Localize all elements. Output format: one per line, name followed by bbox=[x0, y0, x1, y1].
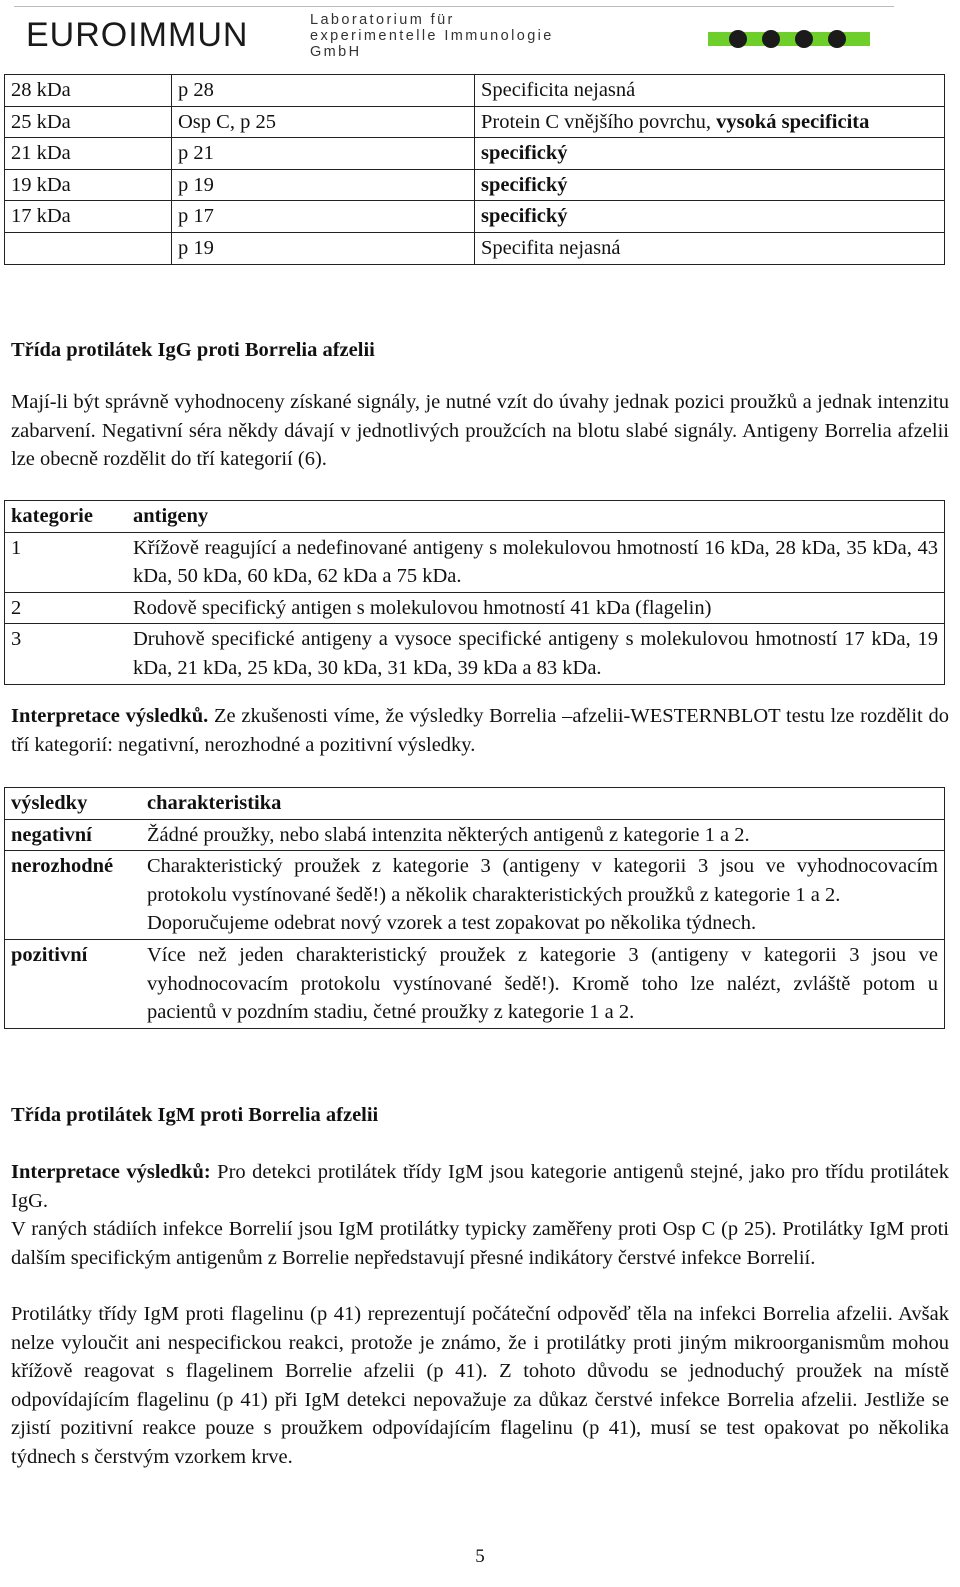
page-header bbox=[0, 0, 960, 70]
kda-cell: 19 kDa bbox=[5, 169, 172, 201]
result-label: negativní bbox=[5, 819, 142, 851]
table-row bbox=[5, 819, 945, 851]
header-rule bbox=[14, 6, 894, 7]
igg-heading: Třída protilátek IgG proti Borrelia afzelii bbox=[11, 339, 375, 361]
specificity-bold: specifický bbox=[481, 205, 568, 228]
category-number: 2 bbox=[5, 592, 128, 624]
igg-paragraph: Mají-li být správně vyhodnoceny získané signály, je nutné vzít do úvahy jednak pozici proužků a jednak intenzitu zabarvení. Negativní séra někdy dávají v jednotlivých proužcích na blotu slabé signály. Antigeny Borrelia afzelii lze obecně rozdělit do tří kategorií (6). bbox=[11, 391, 949, 471]
kda-cell: 17 kDa bbox=[5, 201, 172, 233]
table-row bbox=[5, 106, 945, 138]
table-row bbox=[5, 624, 945, 684]
characteristic-text: Více než jeden charakteristický proužek z kategorie 3 (antigeny v kategorii 3 jsou ve vyhodnocovacím protokolu vystínované šedě!). Kromě toho lze nalézt, zvláště potom u pacientů v pozdním stadiu, četné proužky z kategorie 1 a 2. bbox=[147, 943, 938, 1024]
lab-name bbox=[310, 12, 554, 60]
protein-cell: p 21 bbox=[172, 138, 475, 170]
interp-label: Interpretace výsledků: bbox=[11, 1161, 211, 1183]
igm-paragraph-2: V raných stádiích infekce Borrelií jsou IgM protilátky typicky zaměřeny proti Osp C (p 25). Protilátky IgM proti dalším specifickým antigenům z Borrelie nepředstavují přesné indikátory čerstvé infekce Borrelií. bbox=[11, 1218, 949, 1269]
antigen-table bbox=[4, 74, 945, 265]
kda-cell: 28 kDa bbox=[5, 75, 172, 107]
lab-line-1: Laboratorium für bbox=[310, 12, 455, 28]
specificity-bold: specifický bbox=[481, 142, 568, 165]
header-cell: kategorie bbox=[5, 501, 128, 533]
result-characteristic bbox=[141, 851, 945, 940]
category-number: 3 bbox=[5, 624, 128, 684]
lab-line-2: experimentelle Immunologie bbox=[310, 28, 554, 44]
kda-cell: 25 kDa bbox=[5, 106, 172, 138]
table-row bbox=[5, 201, 945, 233]
table-row bbox=[5, 138, 945, 170]
specificity-cell bbox=[475, 169, 945, 201]
category-antigens: Rodově specifický antigen s molekulovou hmotností 41 kDa (flagelin) bbox=[127, 592, 945, 624]
igg-interpretation bbox=[11, 702, 949, 759]
category-number: 1 bbox=[5, 532, 128, 592]
kda-cell bbox=[5, 232, 172, 264]
result-label: pozitivní bbox=[5, 939, 142, 1028]
table-row bbox=[5, 532, 945, 592]
header-cell: antigeny bbox=[127, 501, 945, 533]
table-row bbox=[5, 75, 945, 107]
category-antigens: Druhově specifické antigeny a vysoce specifické antigeny s molekulovou hmotností 17 kDa, 19 kDa, 21 kDa, 25 kDa, 30 kDa, 31 kDa, 39 kDa a 83 kDa. bbox=[127, 624, 945, 684]
characteristic-text: Žádné proužky, nebo slabá intenzita některých antigenů z kategorie 1 a 2. bbox=[147, 823, 750, 846]
specificity-cell bbox=[475, 232, 945, 264]
results-table bbox=[4, 787, 945, 1029]
company-logo-text: EUROIMMUN bbox=[26, 16, 249, 54]
igm-interpretation bbox=[11, 1158, 949, 1215]
protein-cell: p 28 bbox=[172, 75, 475, 107]
specificity-text: Specificita nejasná bbox=[481, 79, 636, 101]
header-cell: výsledky bbox=[5, 788, 142, 820]
igm-heading: Třída protilátek IgM proti Borrelia afzelii bbox=[11, 1104, 379, 1126]
category-table bbox=[4, 500, 945, 685]
protein-cell: p 19 bbox=[172, 169, 475, 201]
table-row bbox=[5, 592, 945, 624]
specificity-text: Specifita nejasná bbox=[481, 236, 621, 259]
logo-bar-icon bbox=[708, 28, 870, 50]
specificity-bold: specifický bbox=[481, 173, 568, 196]
category-antigens: Křížově reagující a nedefinované antigeny s molekulovou hmotností 16 kDa, 28 kDa, 35 kDa, 43 kDa, 50 kDa, 60 kDa, 62 kDa a 75 kDa. bbox=[127, 532, 945, 592]
header-cell: charakteristika bbox=[141, 788, 945, 820]
kda-cell: 21 kDa bbox=[5, 138, 172, 170]
specificity-cell bbox=[475, 201, 945, 233]
lab-line-3: GmbH bbox=[310, 44, 362, 60]
table-row bbox=[5, 169, 945, 201]
igm-paragraph-3: Protilátky třídy IgM proti flagelinu (p 41) reprezentují počáteční odpověď těla na infekci Borrelia afzelii. Avšak nelze vyloučit ani nespecifickou reakci, protože je známo, že i protilátky proti jiným mikroorganismům mohou křížově reagovat s flagelinem Borrelie afzelii (p 41). Z tohoto důvodu se jednoduchý proužek na místě odpovídajícím flagelinu (p 41) při IgM detekci nepovažuje za důkaz čerstvé infekce Borrelia afzelii. Jestliže se zjistí pozitivní reakce pouze s proužkem odpovídajícím flagelinu (p 41), musí se test opakovat po několika týdnech s čerstvým vzorkem krve. bbox=[11, 1303, 949, 1468]
characteristic-text: Charakteristický proužek z kategorie 3 (antigeny v kategorii 3 jsou ve vyhodnocovacím protokolu vystínované šedě!) a několik charakteristických proužků z kategorie 1 a 2. bbox=[147, 855, 938, 906]
specificity-cell bbox=[475, 138, 945, 170]
protein-cell: p 17 bbox=[172, 201, 475, 233]
page-number: 5 bbox=[475, 1546, 485, 1567]
specificity-text: Protein C vnějšího povrchu, bbox=[481, 110, 717, 133]
interp-label: Interpretace výsledků. bbox=[11, 705, 209, 727]
interp-text: Pro detekci protilátek třídy IgM jsou kategorie antigenů stejné, jako pro třídu protilátek IgG. bbox=[11, 1161, 949, 1212]
table-row bbox=[5, 851, 945, 940]
result-characteristic bbox=[141, 819, 945, 851]
recommendation-text: Doporučujeme odebrat nový vzorek a test zopakovat po několika týdnech. bbox=[147, 912, 757, 935]
table-header-row bbox=[5, 501, 945, 533]
table-header-row bbox=[5, 788, 945, 820]
specificity-cell bbox=[475, 75, 945, 107]
protein-cell: p 19 bbox=[172, 232, 475, 264]
specificity-cell bbox=[475, 106, 945, 138]
table-row bbox=[5, 232, 945, 264]
interp-text: Ze zkušenosti víme, že výsledky Borrelia –afzelii-WESTERNBLOT testu lze rozdělit do tří kategorií: negativní, nerozhodné a pozitivní výsledky. bbox=[11, 705, 949, 756]
table-row bbox=[5, 939, 945, 1028]
result-characteristic bbox=[141, 939, 945, 1028]
protein-cell: Osp C, p 25 bbox=[172, 106, 475, 138]
specificity-bold: vysoká specificita bbox=[716, 110, 870, 133]
result-label: nerozhodné bbox=[5, 851, 142, 940]
